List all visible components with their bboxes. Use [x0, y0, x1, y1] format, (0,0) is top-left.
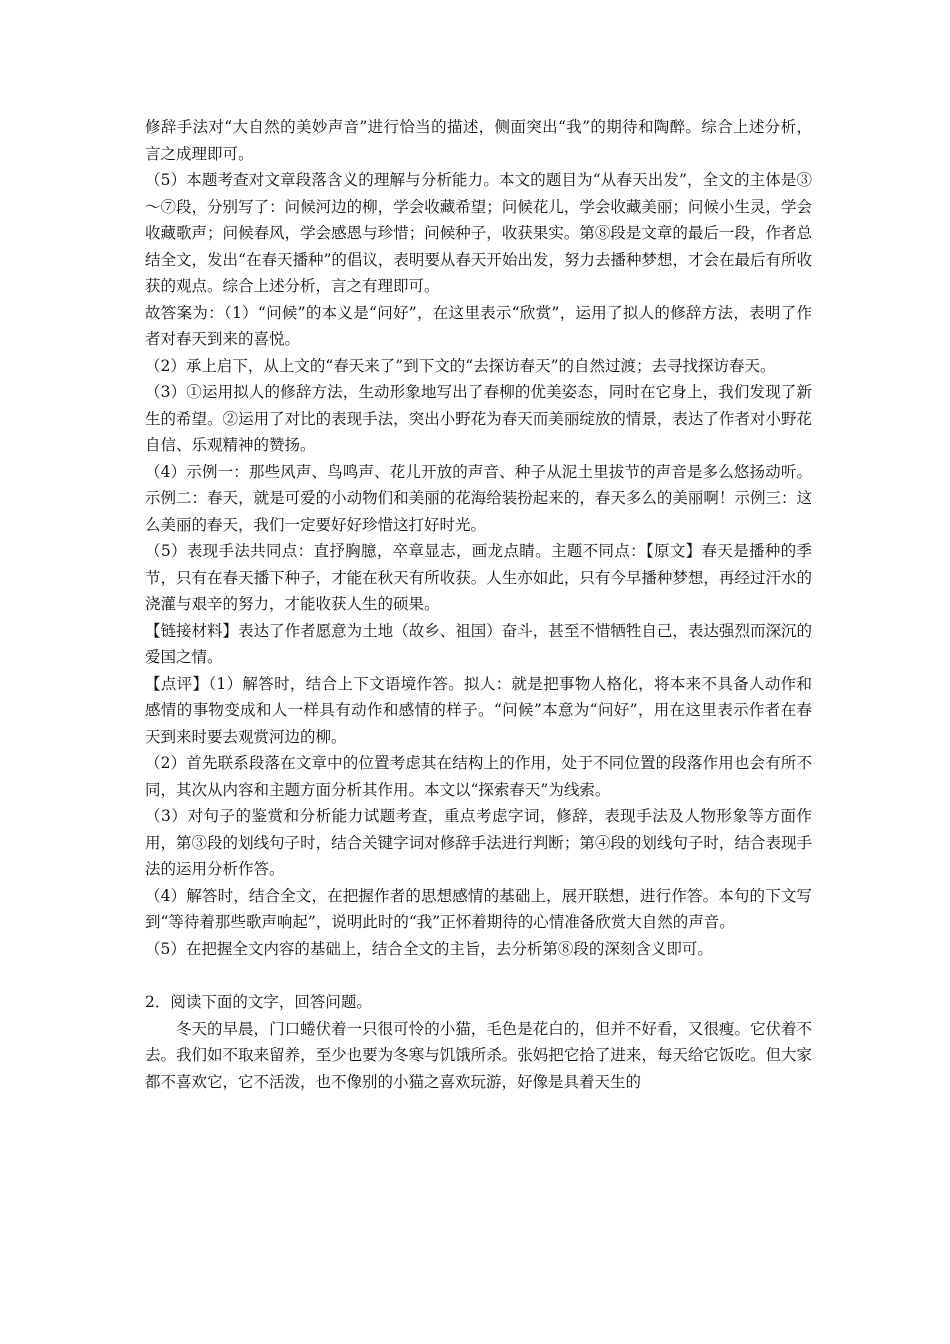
paragraph: （5）本题考查对文章段落含义的理解与分析能力。本文的题目为“从春天出发”，全文的主体是③～⑦段，分别写了：问候河边的柳，学会收藏希望；问候花儿，学会收藏美丽；问候小生灵，学会收藏歌声；问候春风，学会感恩与珍惜；问候种子，收获果实。第⑧段是文章的最后一段，作者总结全文，发出“在春天播种”的倡议，表明要从春天开始出发，努力去播种梦想，才会在最后有所收获的观点。综合上述分析，言之有理即可。 — [145, 171, 812, 295]
paragraph: 【点评】（1）解答时，结合上下文语境作答。拟人：就是把事物人格化，将本来不具备人动作和感情的事物变成和人一样具有动作和感情的样子。“问候”本意为“问好”，用在这里表示作者在春天到来时要去观赏河边的柳。 — [145, 674, 812, 746]
paragraph: 修辞手法对“大自然的美妙声音”进行恰当的描述，侧面突出“我”的期待和陶醉。综合上述分析，言之成理即可。 — [145, 118, 812, 163]
question-passage: 冬天的早晨，门口蜷伏着一只很可怜的小猫，毛色是花白的，但并不好看，又很瘦。它伏着不去。我们如不取来留养，至少也要为冬寒与饥饿所杀。张妈把它拾了进来，每天给它饭吃。但大家都不喜欢它，它不活泼，也不像别的小猫之喜欢玩游，好像是具着天生的 — [145, 1019, 812, 1091]
paragraph: 【链接材料】表达了作者愿意为土地（故乡、祖国）奋斗，甚至不惜牺牲自己，表达强烈而深沉的爱国之情。 — [145, 621, 812, 666]
paragraph: （5）表现手法共同点：直抒胸臆，卒章显志，画龙点睛。主题不同点：【原文】春天是播种的季节，只有在春天播下种子，才能在秋天有所收获。人生亦如此，只有今早播种梦想，再经过汗水的浇灌与艰辛的努力，才能收获人生的硕果。 — [145, 542, 812, 613]
paragraph: （2）承上启下，从上文的“春天来了”到下文的“去探访春天”的自然过渡；去寻找探访春天。 — [145, 356, 776, 375]
question-heading: 2．阅读下面的文字，回答问题。 — [145, 993, 372, 1011]
section-gap — [145, 962, 812, 989]
paragraph: （5）在把握全文内容的基础上，结合全文的主旨，去分析第⑧段的深刻含义即可。 — [145, 939, 713, 958]
paragraph: （3）①运用拟人的修辞方法，生动形象地写出了春柳的优美姿态，同时在它身上，我们发现了新生的希望。②运用了对比的表现手法，突出小野花为春天而美丽绽放的情景，表达了作者对小野花自信、乐观精神的赞扬。 — [145, 383, 812, 454]
paragraph: 故答案为：（1）“问候”的本义是“问好”，在这里表示“欣赏”，运用了拟人的修辞方法，表明了作者对春天到来的喜悦。 — [145, 303, 812, 348]
paragraph: （3）对句子的鉴赏和分析能力试题考查，重点考虑字词，修辞，表现手法及人物形象等方面作用，第③段的划线句子时，结合关键字词对修辞手法进行判断；第④段的划线句子时，结合表现手法的运用分析作答。 — [145, 807, 812, 878]
paragraph: （2）首先联系段落在文章中的位置考虑其在结构上的作用，处于不同位置的段落作用也会有所不同，其次从内容和主题方面分析其作用。本文以“探索春天”为线索。 — [145, 754, 812, 799]
paragraph: （4）示例一：那些风声、鸟鸣声、花儿开放的声音、种子从泥土里拔节的声音是多么悠扬动听。示例二：春天，就是可爱的小动物们和美丽的花海给装扮起来的，春天多么的美丽啊！示例三：这么美丽的春天，我们一定要好好珍惜这打好时光。 — [145, 462, 812, 534]
paragraph: （4）解答时，结合全文，在把握作者的思想感情的基础上，展开联想，进行作答。本句的下文写到“等待着那些歌声响起”，说明此时的“我”正怀着期待的心情准备欣赏大自然的声音。 — [145, 886, 812, 931]
